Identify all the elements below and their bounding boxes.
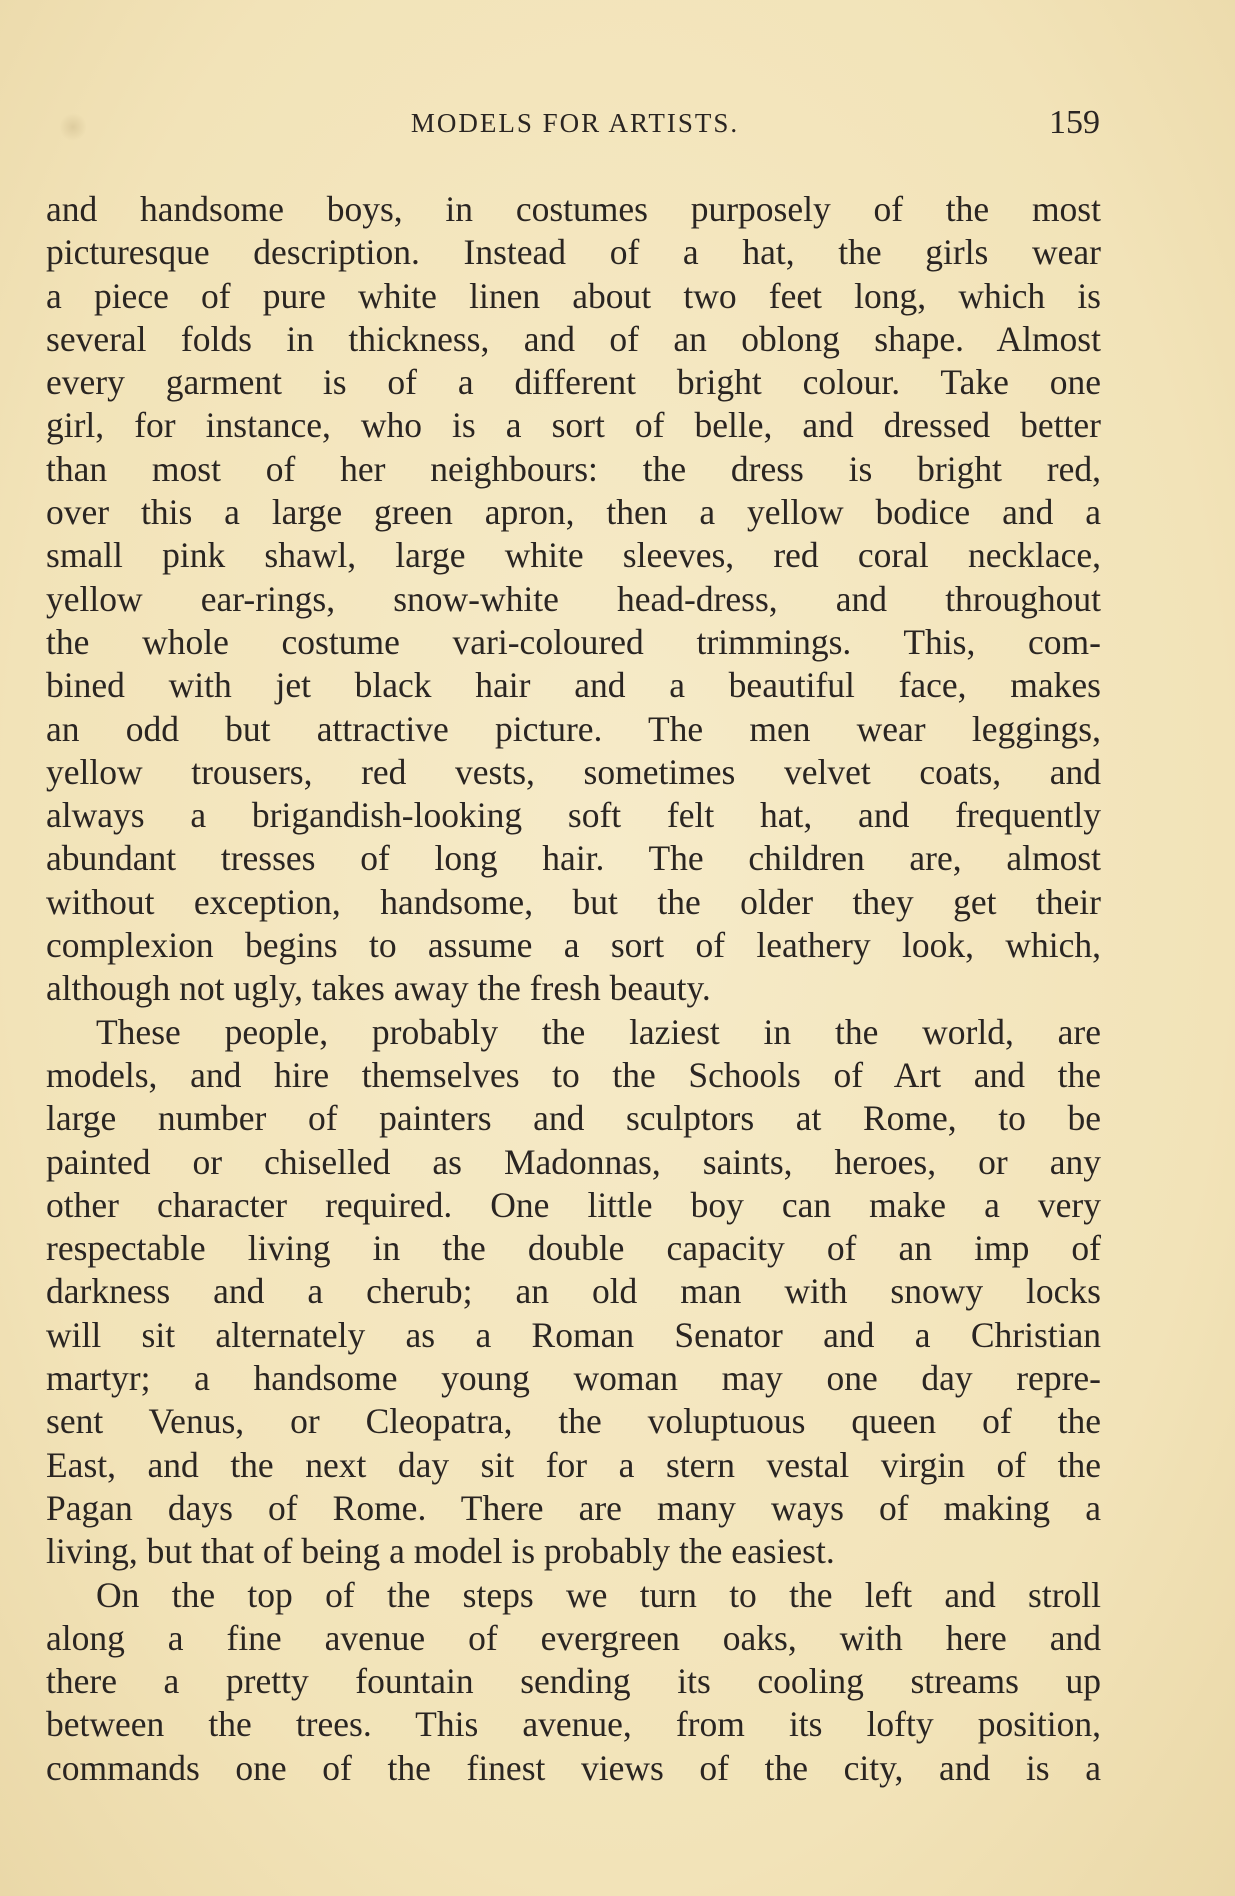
text-line: East, and the next day sit for a stern vestal virgin of the: [46, 1444, 1101, 1485]
text-line: yellow ear-rings, snow-white head-dress, and throughout: [46, 578, 1101, 619]
text-line: always a brigandish-looking soft felt hat, and frequently: [46, 795, 1101, 836]
text-line: girl, for instance, who is a sort of belle, and dressed better: [46, 405, 1101, 446]
text-line: there a pretty fountain sending its cooling streams up: [46, 1661, 1101, 1702]
text-line: darkness and a cherub; an old man with snowy locks: [46, 1271, 1101, 1312]
text-line: commands one of the finest views of the city, and is a: [46, 1747, 1101, 1788]
text-line: over this a large green apron, then a yellow bodice and a: [46, 492, 1101, 533]
text-line: bined with jet black hair and a beautiful face, makes: [46, 665, 1101, 706]
text-line: painted or chiselled as Madonnas, saints, heroes, or any: [46, 1141, 1101, 1182]
body-text: [46, 188, 1101, 1790]
text-line: an odd but attractive picture. The men wear leggings,: [46, 708, 1101, 749]
text-line: yellow trousers, red vests, sometimes velvet coats, and: [46, 751, 1101, 792]
text-line: without exception, handsome, but the older they get their: [46, 881, 1101, 922]
paragraph-end-line: living, but that of being a model is probably the easiest.: [46, 1531, 835, 1572]
text-line: respectable living in the double capacity of an imp of: [46, 1228, 1101, 1269]
text-line: abundant tresses of long hair. The children are, almost: [46, 838, 1101, 879]
text-line: Pagan days of Rome. There are many ways of making a: [46, 1487, 1101, 1528]
page-number: 159: [1049, 104, 1100, 141]
running-title: MODELS FOR ARTISTS.: [410, 108, 740, 138]
text-line: and handsome boys, in costumes purposely of the most: [46, 189, 1101, 229]
text-line: sent Venus, or Cleopatra, the voluptuous queen of the: [46, 1401, 1101, 1442]
paragraph-start-line: These people, probably the laziest in the world, are: [96, 1011, 1101, 1052]
text-line: large number of painters and sculptors at Rome, to be: [46, 1098, 1101, 1139]
text-line: a piece of pure white linen about two feet long, which is: [46, 275, 1101, 316]
text-line: models, and hire themselves to the Schools of Art and the: [46, 1054, 1101, 1095]
text-line: other character required. One little boy can make a very: [46, 1184, 1101, 1225]
text-line: small pink shawl, large white sleeves, red coral necklace,: [46, 535, 1101, 576]
text-line: along a fine avenue of evergreen oaks, with here and: [46, 1617, 1101, 1658]
text-line: several folds in thickness, and of an oblong shape. Almost: [46, 318, 1101, 359]
paragraph-start-line: On the top of the steps we turn to the left and stroll: [96, 1574, 1101, 1615]
text-line: martyr; a handsome young woman may one day repre-: [46, 1358, 1101, 1399]
text-line: than most of her neighbours: the dress is bright red,: [46, 448, 1101, 489]
text-line: will sit alternately as a Roman Senator and a Christian: [46, 1314, 1101, 1355]
text-line: between the trees. This avenue, from its lofty position,: [46, 1704, 1101, 1745]
page-header: [50, 104, 1100, 144]
text-line: picturesque description. Instead of a hat, the girls wear: [46, 232, 1101, 273]
text-line: every garment is of a different bright colour. Take one: [46, 362, 1101, 403]
paragraph-end-line: although not ugly, takes away the fresh beauty.: [46, 968, 711, 1009]
text-line: complexion begins to assume a sort of leathery look, which,: [46, 925, 1101, 966]
text-line: the whole costume vari-coloured trimmings. This, com-: [46, 621, 1101, 662]
